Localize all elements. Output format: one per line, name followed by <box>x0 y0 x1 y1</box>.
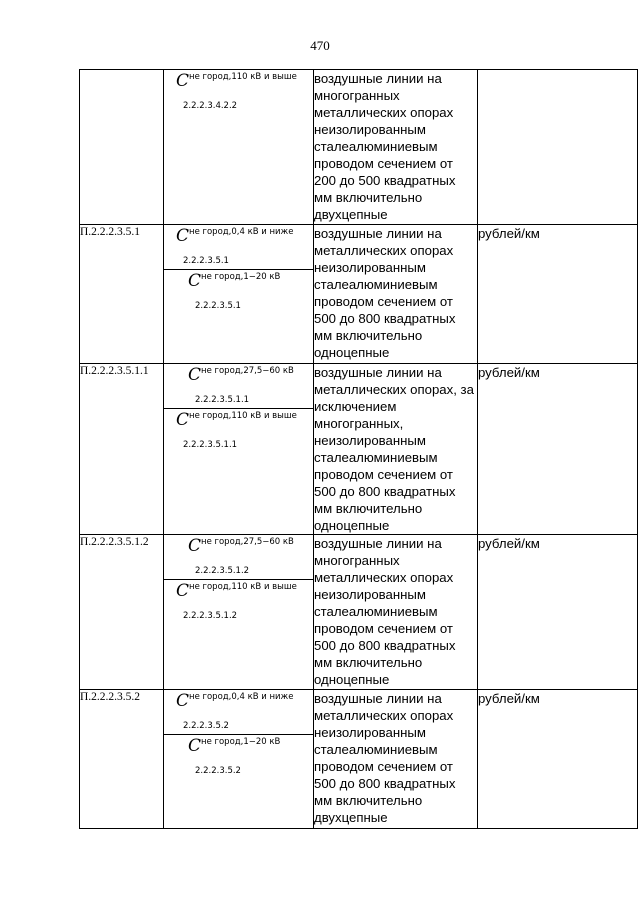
row-unit: рублей/км <box>478 364 638 535</box>
rate-symbol: $C^{не город,110 кВ и выше}$ $_{2.2.2.3.5.1.1}$ <box>176 410 297 450</box>
row-description: воздушные линии на металлических опорах неизолированным сталеалюминиевым проводом сечением от 500 до 800 квадратных мм включительно двухцепные <box>314 690 478 829</box>
symbol-cell <box>164 690 314 829</box>
symbol-cell <box>164 70 314 225</box>
row-unit: рублей/км <box>478 225 638 364</box>
table-row <box>80 535 638 690</box>
row-unit: рублей/км <box>478 535 638 690</box>
row-description: воздушные линии на многогранных металлических опорах неизолированным сталеалюминиевым проводом сечением от 200 до 500 квадратных мм включительно двухцепные <box>314 70 478 225</box>
rate-symbol: $C^{не город,1-20 кВ}$ $_{2.2.2.3.5.2}$ <box>188 736 281 776</box>
row-description: воздушные линии на металлических опорах, за исключением многогранных, неизолированным сталеалюминиевым проводом сечением от 500 до 800 квадратных мм включительно одноцепные <box>314 364 478 535</box>
row-description: воздушные линии на металлических опорах неизолированным сталеалюминиевым проводом сечением от 500 до 800 квадратных мм включительно одноцепные <box>314 225 478 364</box>
symbol-cell <box>164 225 314 364</box>
row-code: П.2.2.2.3.5.1.2 <box>80 535 164 690</box>
row-code: П.2.2.2.3.5.2 <box>80 690 164 829</box>
rate-symbol: $C^{не город,110 кВ и выше}$ $_{2.2.2.3.4.2.2}$ <box>176 71 297 111</box>
row-code <box>80 70 164 225</box>
row-unit: рублей/км <box>478 690 638 829</box>
row-code: П.2.2.2.3.5.1 <box>80 225 164 364</box>
row-code: П.2.2.2.3.5.1.1 <box>80 364 164 535</box>
table-row <box>80 690 638 829</box>
row-unit <box>478 70 638 225</box>
symbol-cell <box>164 364 314 535</box>
page-number: 470 <box>310 38 330 53</box>
rate-symbol: $C^{не город,0,4 кВ и ниже}$ $_{2.2.2.3.5.1}$ <box>164 225 313 270</box>
row-description: воздушные линии на многогранных металлических опорах неизолированным сталеалюминиевым проводом сечением от 500 до 800 квадратных мм включительно одноцепные <box>314 535 478 690</box>
table-row <box>80 225 638 364</box>
symbol-cell <box>164 535 314 690</box>
table-row <box>80 364 638 535</box>
rate-symbol: $C^{не город,27,5-60 кВ}$ $_{2.2.2.3.5.1.2}$ <box>164 535 313 580</box>
rate-symbol: $C^{не город,110 кВ и выше}$ $_{2.2.2.3.5.1.2}$ <box>176 581 297 621</box>
rates-table <box>79 69 638 829</box>
rate-symbol: $C^{не город,0,4 кВ и ниже}$ $_{2.2.2.3.5.2}$ <box>164 690 313 735</box>
rate-symbol: $C^{не город,1-20 кВ}$ $_{2.2.2.3.5.1}$ <box>188 271 281 311</box>
rate-symbol: $C^{не город,27,5-60 кВ}$ $_{2.2.2.3.5.1.1}$ <box>164 364 313 409</box>
table-row <box>80 70 638 225</box>
